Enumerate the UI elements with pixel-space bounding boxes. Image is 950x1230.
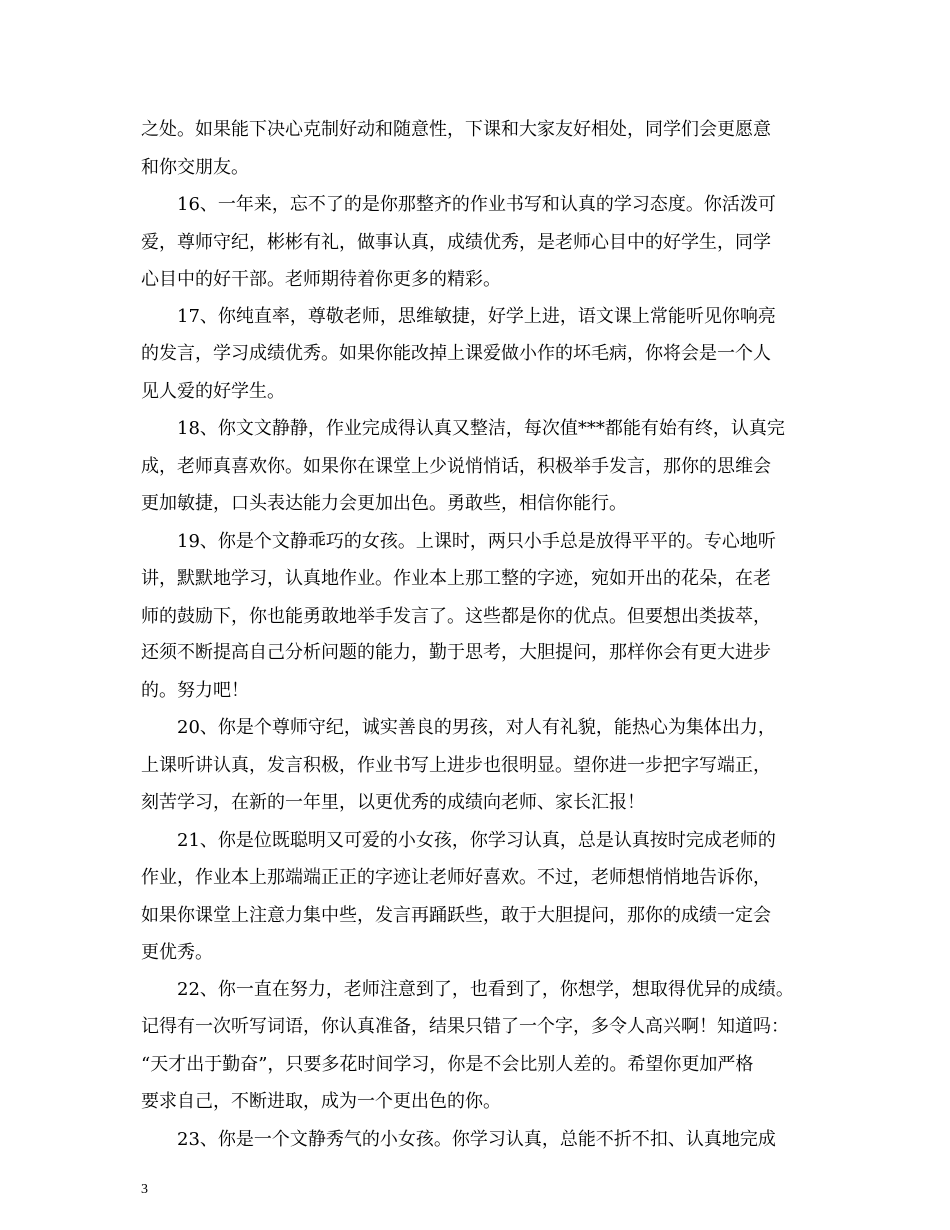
text-line: 刻苦学习，在新的一年里，以更优秀的成绩向老师、家长汇报！ (141, 792, 645, 813)
text-line: 记得有一次听写词语，你认真准备，结果只错了一个字，多令人高兴啊！知道吗： (141, 1016, 789, 1037)
text-line: 要求自己，不断进取，成为一个更出色的你。 (141, 1091, 501, 1112)
text-line: 16、一年来，忘不了的是你那整齐的作业书写和认真的学习态度。你活泼可 (177, 194, 776, 215)
text-line: 22、你一直在努力，老师注意到了，也看到了，你想学，想取得优异的成绩。 (177, 979, 794, 1000)
text-line: 的发言，学习成绩优秀。如果你能改掉上课爱做小作的坏毛病，你将会是一个人 (141, 343, 771, 364)
text-line: 之处。如果能下决心克制好动和随意性，下课和大家友好相处，同学们会更愿意 (141, 119, 771, 140)
text-line: 20、你是个尊师守纪，诚实善良的男孩，对人有礼貌，能热心为集体出力， (177, 717, 776, 738)
text-line: 见人爱的好学生。 (141, 381, 285, 402)
text-line: 和你交朋友。 (141, 157, 249, 178)
text-line: 23、你是一个文静秀气的小女孩。你学习认真，总能不折不扣、认真地完成 (177, 1129, 776, 1150)
text-line: 17、你纯直率，尊敬老师，思维敏捷，好学上进，语文课上常能听见你响亮 (177, 306, 776, 327)
text-line: 爱，尊师守纪，彬彬有礼，做事认真，成绩优秀，是老师心目中的好学生，同学 (141, 232, 771, 253)
text-line: 更优秀。 (141, 942, 213, 963)
text-line: 还须不断提高自己分析问题的能力，勤于思考，大胆提问，那样你会有更大进步 (141, 642, 771, 663)
text-line: 21、你是位既聪明又可爱的小女孩，你学习认真，总是认真按时完成老师的 (177, 830, 776, 851)
text-line: 19、你是个文静乖巧的女孩。上课时，两只小手总是放得平平的。专心地听 (177, 531, 776, 552)
text-line: 更加敏捷，口头表达能力会更加出色。勇敢些，相信你能行。 (141, 493, 627, 514)
text-line: 作业，作业本上那端端正正的字迹让老师好喜欢。不过，老师想悄悄地告诉你， (141, 867, 771, 888)
page-number: 3 (141, 1182, 148, 1197)
text-line: “天才出于勤奋”，只要多花时间学习，你是不会比别人差的。希望你更加严格 (141, 1054, 754, 1075)
text-line: 心目中的好干部。老师期待着你更多的精彩。 (141, 269, 501, 290)
text-line: 师的鼓励下，你也能勇敢地举手发言了。这些都是你的优点。但要想出类拔萃， (141, 606, 771, 627)
text-line: 上课听讲认真，发言积极，作业书写上进步也很明显。望你进一步把字写端正， (141, 755, 771, 776)
text-line: 讲，默默地学习，认真地作业。作业本上那工整的字迹，宛如开出的花朵，在老 (141, 568, 771, 589)
text-line: 的。努力吧！ (141, 680, 249, 701)
text-line: 如果你课堂上注意力集中些，发言再踊跃些，敢于大胆提问，那你的成绩一定会 (141, 905, 771, 926)
text-line: 18、你文文静静，作业完成得认真又整洁，每次值***都能有始有终，认真完 (177, 418, 785, 439)
text-line: 成，老师真喜欢你。如果你在课堂上少说悄悄话，积极举手发言，那你的思维会 (141, 456, 771, 477)
